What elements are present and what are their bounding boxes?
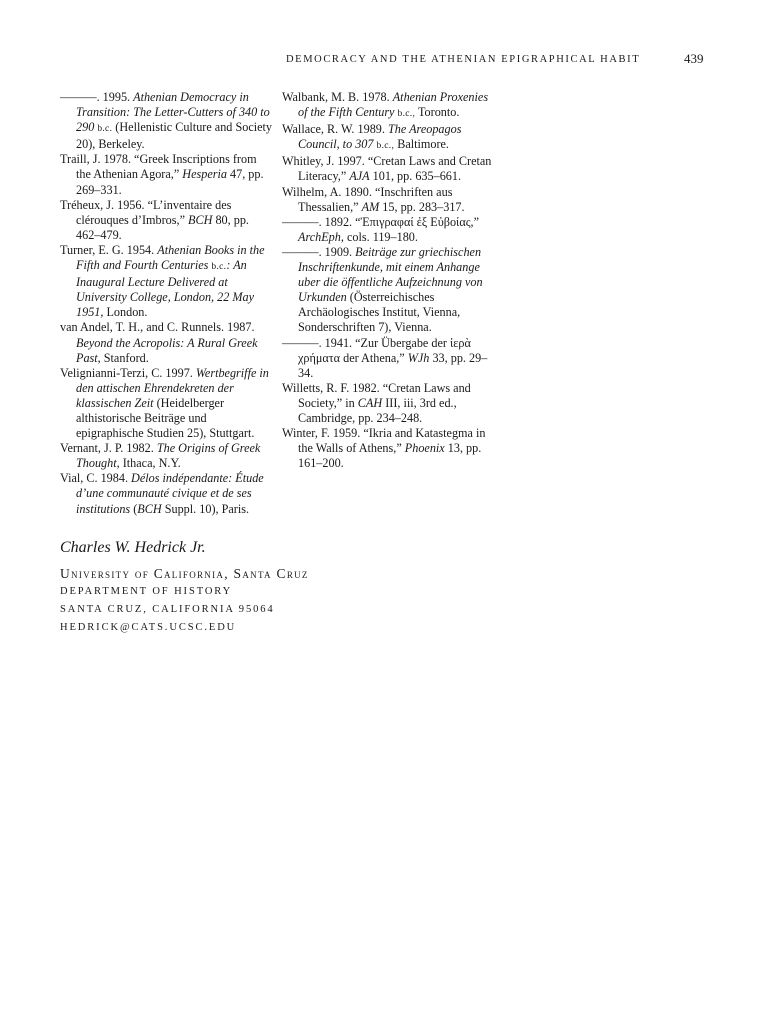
bibliography-entry: Tréheux, J. 1956. “L’inventaire des clérouques d’Imbros,” BCH 80, pp. 462–479. [60, 197, 249, 242]
author-name: Charles W. Hedrick Jr. [60, 539, 206, 556]
author-address: SANTA CRUZ, CALIFORNIA 95064 [60, 604, 275, 615]
bibliography-entry: Willetts, R. F. 1982. “Cretan Laws and Society,” in CAH III, iii, 3rd ed., Cambridge, pp. 234–248. [282, 380, 471, 425]
bibliography-column-left [60, 90, 272, 517]
bibliography-entry: Wilhelm, A. 1890. “Inschriften aus Thessalien,” AM 15, pp. 283–317. [282, 184, 465, 214]
author-university: University of California, Santa Cruz [60, 566, 309, 581]
bibliography-entry: ———. 1995. Athenian Democracy in Transition: The Letter-Cutters of 340 to 290 b.c. (Hellenistic Culture and Society 20), Berkeley. [60, 90, 273, 152]
author-department: DEPARTMENT OF HISTORY [60, 586, 233, 597]
page-number: 439 [684, 51, 704, 66]
author-email: HEDRICK@CATS.UCSC.EDU [60, 622, 237, 633]
bibliography-entry: ———. 1892. “Ἐπιγραφαί ἐξ Εὐβοίας,” ArchEph, cols. 119–180. [282, 214, 479, 244]
bibliography-entry: ———. 1909. Beiträge zur griechischen Inschriftenkunde, mit einem Anhange uber die öffentliche Aufzeichnung von Urkunden (Österreichisches Archäologisches Institut, Vienna, Sonderschriften 7), Vienna. [282, 244, 483, 335]
running-head: DEMOCRACY AND THE ATHENIAN EPIGRAPHICAL HABIT [286, 54, 641, 65]
bibliography-entry: Vial, C. 1984. Délos indépendante: Étude d’une communauté civique et de ses institutions (BCH Suppl. 10), Paris. [60, 471, 264, 516]
bibliography-entry: Vernant, J. P. 1982. The Origins of Greek Thought, Ithaca, N.Y. [60, 441, 261, 471]
bibliography-entry: Wallace, R. W. 1989. The Areopagos Council, to 307 b.c., Baltimore. [282, 122, 462, 152]
bibliography-entry: Traill, J. 1978. “Greek Inscriptions from the Athenian Agora,” Hesperia 47, pp. 269–331. [60, 152, 264, 197]
bibliography-entry: Velignianni-Terzi, C. 1997. Wertbegriffe in den attischen Ehrendekreten der klassischen Zeit (Heidelberger althistorische Beiträge und epigraphische Studien 25), Stuttgart. [60, 365, 269, 441]
bibliography-entry: Whitley, J. 1997. “Cretan Laws and Cretan Literacy,” AJA 101, pp. 635–661. [282, 154, 492, 184]
bibliography-entry: Winter, F. 1959. “Ikria and Katastegma in the Walls of Athens,” Phoenix 13, pp. 161–200. [282, 426, 486, 471]
bibliography-entry: Turner, E. G. 1954. Athenian Books in the Fifth and Fourth Centuries b.c.: An Inaugural Lecture Delivered at University College, London, 22 May 1951, London. [60, 242, 265, 320]
bibliography-entry: ———. 1941. “Zur Übergabe der ἱερὰ χρήματα der Athena,” WJh 33, pp. 29–34. [282, 335, 488, 380]
bibliography-entry: Walbank, M. B. 1978. Athenian Proxenies of the Fifth Century b.c., Toronto. [282, 90, 489, 120]
bibliography-column-right [282, 90, 494, 471]
bibliography-entry: van Andel, T. H., and C. Runnels. 1987. Beyond the Acropolis: A Rural Greek Past, Stanford. [60, 320, 258, 365]
